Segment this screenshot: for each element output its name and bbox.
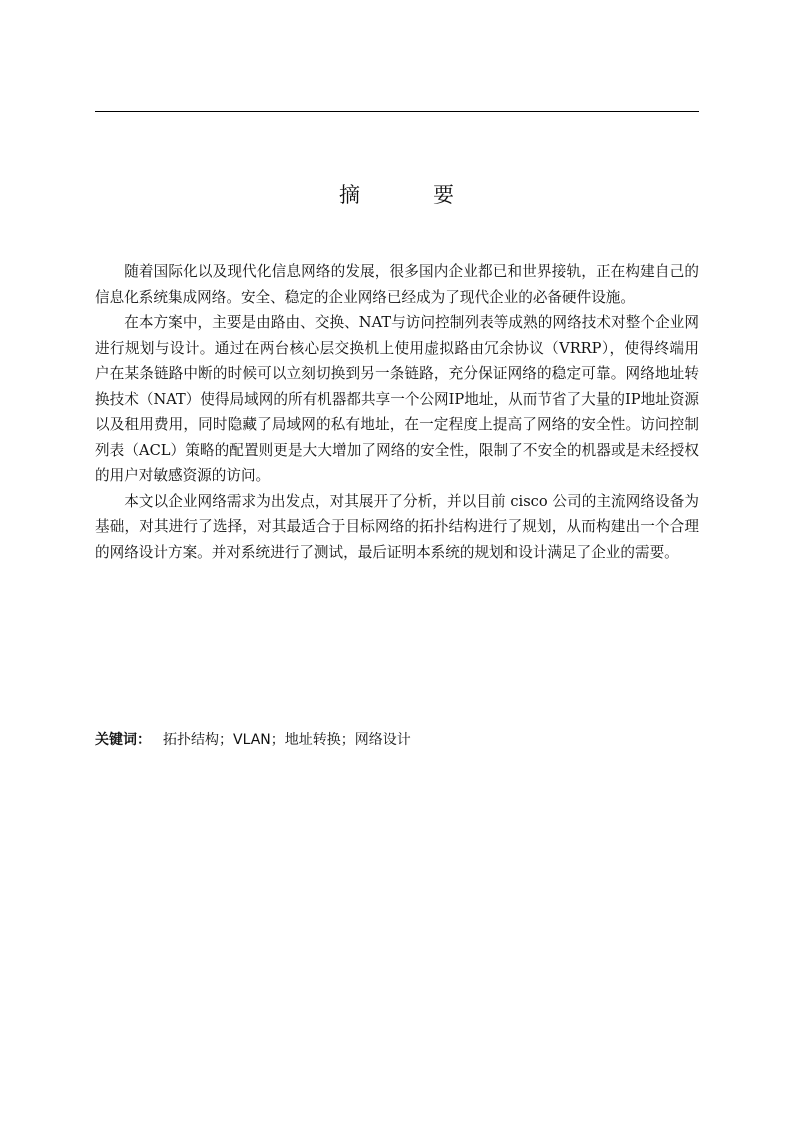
abstract-paragraph-2: 在本方案中，主要是由路由、交换、NAT与访问控制列表等成熟的网络技术对整个企业网进行规划与设计。通过在两台核心层交换机上使用虚拟路由冗余协议（VRRP），使得终端用户在某条链路中断的时候可以立刻切换到另一条链路，充分保证网络的稳定可靠。网络地址转换技术（NAT）使得局域网的所有机器都共享一个公网IP地址，从而节省了大量的IP地址资源以及租用费用，同时隐藏了局域网的私有地址，在一定程度上提高了网络的安全性。访问控制列表（ACL）策略的配置则更是大大增加了网络的安全性，限制了不安全的机器或是未经授权的用户对敏感资源的访问。 [95, 314, 699, 484]
keywords-label: 关键词： [95, 732, 151, 748]
abstract-paragraph-1: 随着国际化以及现代化信息网络的发展，很多国内企业都已和世界接轨，正在构建自己的信息化系统集成网络。安全、稳定的企业网络已经成为了现代企业的必备硬件设施。 [95, 263, 699, 306]
abstract-paragraph-3: 本文以企业网络需求为出发点，对其展开了分析，并以目前 cisco 公司的主流网络设备为基础，对其进行了选择，对其最适合于目标网络的拓扑结构进行了规划，从而构建出一个合理的网络设计方案。并对系统进行了测试，最后证明本系统的规划和设计满足了企业的需要。 [95, 492, 699, 561]
keywords-line [95, 728, 699, 753]
header-rule [95, 111, 699, 112]
keywords-values: 拓扑结构；VLAN；地址转换；网络设计 [163, 732, 411, 748]
page-title: 摘 要 [339, 183, 480, 207]
abstract-body [95, 259, 699, 565]
